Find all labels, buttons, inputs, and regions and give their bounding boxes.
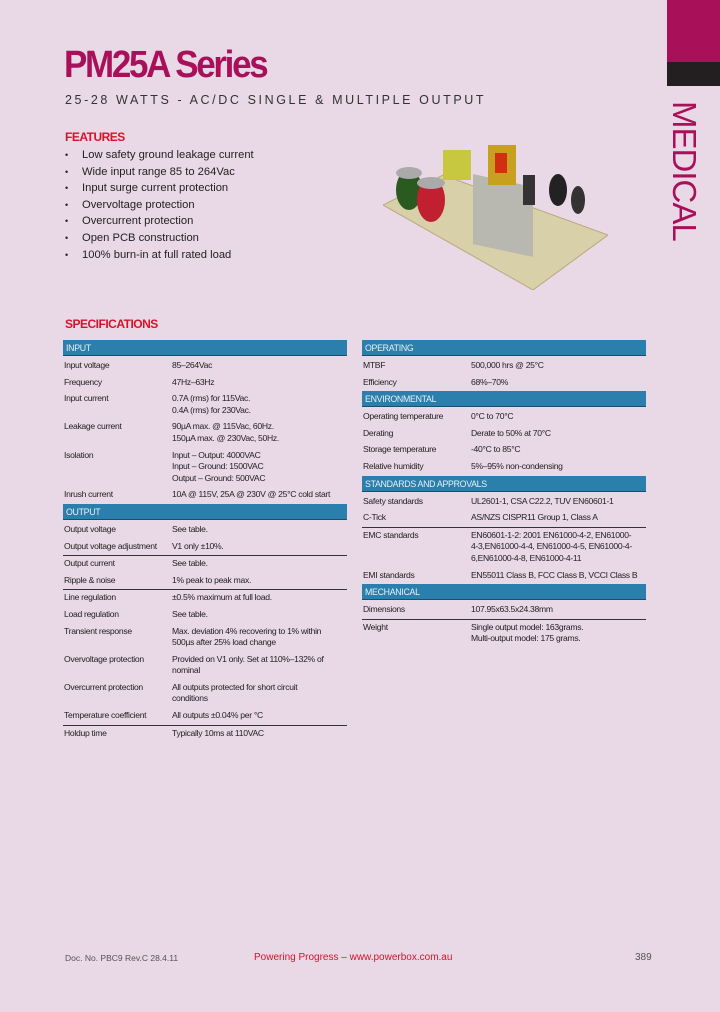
feature-item [65, 232, 254, 249]
spec-value: Typically 10ms at 110VAC [172, 727, 264, 738]
spec-row [63, 680, 347, 708]
feature-item [65, 249, 254, 266]
spec-label: C-Tick [363, 512, 386, 523]
spec-label: Frequency [64, 376, 102, 387]
section-header: OPERATING [362, 340, 646, 356]
spec-row [63, 487, 347, 504]
spec-row [63, 556, 347, 573]
spec-label: Transient response [64, 625, 132, 636]
spec-label: Inrush current [64, 489, 113, 500]
spec-row [362, 375, 646, 392]
spec-label: Holdup time [64, 727, 107, 738]
spec-label: Efficiency [363, 376, 397, 387]
bullet-icon: • [65, 216, 69, 227]
feature-item [65, 182, 254, 199]
spec-row [362, 409, 646, 426]
feature-text: Overvoltage protection [82, 198, 195, 211]
spec-row [362, 426, 646, 443]
spec-label: Input voltage [64, 360, 110, 370]
spec-row [63, 708, 347, 726]
spec-row [63, 624, 347, 652]
spec-label: Temperature coefficient [64, 710, 147, 721]
bullet-icon: • [65, 166, 69, 177]
spec-value: See table. [172, 523, 208, 534]
page-number: 389 [635, 952, 652, 963]
bullet-icon: • [65, 199, 69, 210]
feature-text: Input surge current protection [82, 182, 229, 195]
feature-text: 100% burn-in at full rated load [82, 248, 232, 261]
spec-row [362, 602, 646, 620]
features-heading: FEATURES [65, 130, 125, 144]
spec-value: 85–264Vac [172, 360, 213, 370]
spec-value: 10A @ 115V, 25A @ 230V @ 25°C cold start [172, 489, 331, 500]
spec-row [63, 522, 347, 539]
bullet-icon: • [65, 150, 69, 160]
spec-value: Provided on V1 only. Set at 110%–132% of nominal [172, 653, 324, 676]
spec-label: Operating temperature [363, 411, 444, 422]
spec-value: -40°C to 85°C [471, 444, 521, 455]
page-subtitle: 25-28 WATTS - AC/DC SINGLE & MULTIPLE OUTPUT [65, 93, 487, 107]
spec-label: Output current [64, 558, 115, 569]
feature-item [65, 149, 254, 166]
spec-label: Output voltage [64, 523, 116, 534]
spec-value: 5%–95% non-condensing [471, 460, 563, 471]
section-header: INPUT [63, 340, 347, 356]
spec-row [362, 494, 646, 511]
spec-value: Derate to 50% at 70°C [471, 427, 551, 438]
feature-item [65, 166, 254, 183]
spec-value: All outputs ±0.04% per °C [172, 710, 263, 721]
spec-label: MTBF [363, 360, 386, 370]
spec-value: AS/NZS CISPR11 Group 1, Class A [471, 512, 598, 523]
spec-value: EN60601-1-2: 2001 EN61000-4-2, EN61000- 4-3,EN61000-4-4, EN61000-4-5, EN61000-4- 6,EN61000-4-8, EN61000-4-11 [471, 529, 632, 563]
feature-item [65, 215, 254, 232]
bullet-icon: • [65, 232, 69, 243]
spec-value: 90µA max. @ 115Vac, 60Hz. 150µA max. @ 230Vac, 50Hz. [172, 421, 279, 443]
feature-text: Low safety ground leakage current [82, 149, 254, 161]
spec-label: Isolation [64, 449, 94, 460]
spec-row [63, 448, 347, 488]
spec-label: Input current [64, 393, 109, 404]
spec-label: Dimensions [363, 604, 405, 615]
spec-row [63, 607, 347, 624]
spec-row [63, 391, 347, 419]
spec-label: Weight [363, 621, 388, 632]
spec-value: See table. [172, 608, 208, 619]
product-photo [383, 135, 608, 290]
spec-value: All outputs protected for short circuit conditions [172, 681, 298, 704]
feature-text: Wide input range 85 to 264Vac [82, 165, 235, 178]
spec-row [63, 573, 347, 591]
specifications-heading: SPECIFICATIONS [65, 317, 158, 331]
spec-value: 107.95x63.5x24.38mm [471, 604, 553, 615]
spec-value: UL2601-1, CSA C22.2, TUV EN60601-1 [471, 495, 614, 506]
spec-label: Derating [363, 427, 394, 438]
section-label-text: MEDICAL [666, 101, 703, 241]
spec-row [362, 528, 646, 568]
features-list [65, 149, 254, 265]
spec-table-right [362, 340, 646, 648]
section-header: ENVIRONMENTAL [362, 391, 646, 407]
page-title: PM25A Series [64, 44, 267, 86]
spec-row [362, 358, 646, 375]
spec-value: Max. deviation 4% recovering to 1% within 500µs after 25% load change [172, 625, 322, 648]
spec-value: EN55011 Class B, FCC Class B, VCCI Class B [471, 569, 638, 580]
spec-label: Ripple & noise [64, 574, 116, 585]
spec-value: 68%–70% [471, 376, 509, 387]
spec-value: 500,000 hrs @ 25°C [471, 360, 544, 370]
section-header: OUTPUT [63, 504, 347, 520]
spec-value: 47Hz–63Hz [172, 376, 215, 387]
section-tab-dark [667, 62, 720, 86]
feature-item [65, 199, 254, 216]
spec-row [362, 620, 646, 648]
spec-value: 0.7A (rms) for 115Vac. 0.4A (rms) for 230Vac. [172, 393, 251, 415]
spec-row [362, 459, 646, 476]
spec-row [63, 652, 347, 680]
section-header: STANDARDS AND APPROVALS [362, 476, 646, 492]
spec-row [63, 358, 347, 375]
feature-text: Overcurrent protection [82, 215, 194, 228]
spec-value: V1 only ±10%. [172, 540, 224, 551]
spec-label: Load regulation [64, 608, 119, 619]
section-tab-color [667, 0, 720, 62]
spec-row [63, 726, 347, 743]
feature-text: Open PCB construction [82, 231, 199, 244]
spec-label: Overvoltage protection [64, 653, 144, 664]
footer-tagline: Powering Progress – www.powerbox.com.au [254, 952, 453, 963]
bullet-icon: • [65, 249, 69, 260]
spec-value: ±0.5% maximum at full load. [172, 592, 272, 603]
spec-row [362, 510, 646, 528]
spec-label: Leakage current [64, 421, 122, 432]
spec-label: Overcurrent protection [64, 681, 143, 692]
spec-label: EMC standards [363, 529, 419, 540]
spec-row [362, 568, 646, 585]
spec-row [63, 539, 347, 557]
spec-value: 1% peak to peak max. [172, 574, 252, 585]
section-label [660, 100, 703, 241]
spec-label: Relative humidity [363, 460, 424, 471]
spec-row [63, 375, 347, 392]
spec-value: See table. [172, 558, 208, 569]
spec-label: Output voltage adjustment [64, 540, 157, 551]
spec-label: Storage temperature [363, 444, 437, 455]
spec-table-left [63, 340, 347, 742]
spec-row [362, 442, 646, 459]
spec-label: Line regulation [64, 592, 116, 603]
document-number: Doc. No. PBC9 Rev.C 28.4.11 [65, 953, 179, 963]
spec-value: Single output model: 163grams. Multi-output model: 175 grams. [471, 621, 584, 644]
spec-value: Input – Output: 4000VAC Input – Ground: 1500VAC Output – Ground: 500VAC [172, 449, 266, 483]
spec-value: 0°C to 70°C [471, 411, 514, 422]
bullet-icon: • [65, 183, 69, 194]
spec-row [63, 419, 347, 447]
section-header: MECHANICAL [362, 584, 646, 600]
spec-label: Safety standards [363, 495, 423, 506]
spec-label: EMI standards [363, 569, 415, 580]
spec-row [63, 590, 347, 607]
